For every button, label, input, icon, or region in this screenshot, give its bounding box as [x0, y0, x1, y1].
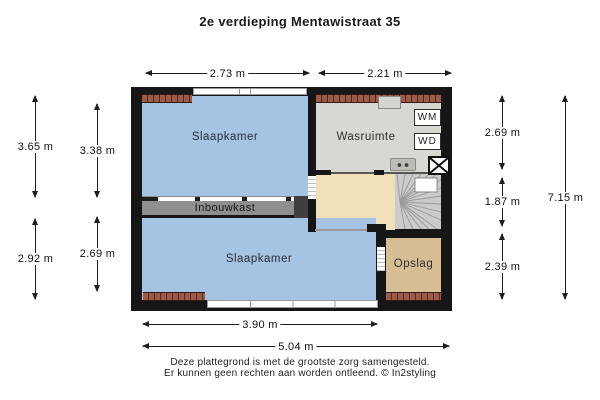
dim-right-outer [547, 95, 584, 300]
closet-right-stub [294, 196, 308, 218]
dim-bottom-outer-label: 5.04 m [275, 341, 316, 353]
dim-right-inner-top-label: 2.69 m [482, 127, 523, 139]
dim-bottom-inner [142, 320, 378, 329]
door-bedroom-top [308, 176, 316, 199]
disclaimer-line1: Deze plattegrond is met de grootste zorg samengesteld. [170, 357, 430, 368]
dim-left-inner-top-label: 3.38 m [77, 145, 118, 157]
door-storage [377, 247, 385, 271]
sink-fixture [390, 158, 416, 171]
shaft-symbol [428, 156, 450, 175]
dim-left-inner-bottom-label: 2.69 m [77, 248, 118, 260]
dim-right-inner-top [484, 95, 521, 170]
dryer-label: WD [418, 136, 437, 147]
wall-stub-laundry-left [316, 170, 331, 175]
wall-storage-left-lower [376, 271, 386, 295]
wall-storage-top [376, 230, 452, 238]
roof-hatch-storage [386, 292, 441, 301]
dim-left-outer-top-label: 3.65 m [15, 141, 56, 153]
dim-right-inner-bottom-label: 2.39 m [482, 261, 523, 273]
bedroom-top-floor [142, 96, 308, 197]
window-top [193, 88, 307, 95]
stairs-treads-icon [395, 174, 441, 229]
dim-bottom-outer [142, 342, 450, 351]
dim-top-left-label: 2.73 m [207, 68, 248, 80]
skylight [378, 96, 401, 109]
dim-right-outer-label: 7.15 m [545, 192, 586, 204]
dim-right-inner-middle [484, 177, 521, 227]
dim-left-outer-top [17, 95, 54, 198]
dim-right-inner-middle-label: 1.87 m [482, 196, 523, 208]
window-bottom [207, 300, 378, 308]
laundry-label: Wasruimte [336, 131, 396, 143]
wall-stub-laundry-right [374, 170, 384, 175]
dim-top-right-label: 2.21 m [364, 68, 405, 80]
washing-machine-label: WM [417, 112, 438, 123]
page-title: 2e verdieping Mentawistraat 35 [199, 14, 401, 29]
closet-label: Inbouwkast [194, 202, 256, 214]
dim-bottom-inner-label: 3.90 m [239, 319, 280, 331]
dim-left-outer-bottom-label: 2.92 m [15, 253, 56, 265]
dim-top-left [145, 69, 310, 78]
bedroom-top-label: Slaapkamer [191, 131, 259, 143]
wall-storage-left-upper [376, 238, 386, 247]
wall-bedroom-laundry [308, 87, 316, 176]
disclaimer-line2: Er kunnen geen rechten aan worden ontleend. © In2styling [163, 368, 437, 379]
storage-label: Opslag [393, 258, 434, 270]
dim-left-outer-bottom [17, 218, 54, 300]
dryer-box [414, 133, 441, 150]
dim-left-inner-bottom [79, 216, 116, 292]
washing-machine-box [414, 109, 441, 126]
landing-open-edge [315, 229, 370, 231]
dim-top-right [318, 69, 452, 78]
shaft-x-icon [428, 156, 450, 175]
dim-right-inner-bottom [484, 233, 521, 300]
bedroom-bottom-label: Slaapkamer [225, 253, 293, 265]
roof-hatch-top-left [142, 94, 192, 103]
spiral-stairs [395, 174, 441, 229]
wall-landing-left [308, 199, 316, 232]
closet-bottom-wall [142, 215, 308, 218]
dim-left-inner-top [79, 103, 116, 198]
roof-hatch-bottom-left [143, 292, 205, 301]
